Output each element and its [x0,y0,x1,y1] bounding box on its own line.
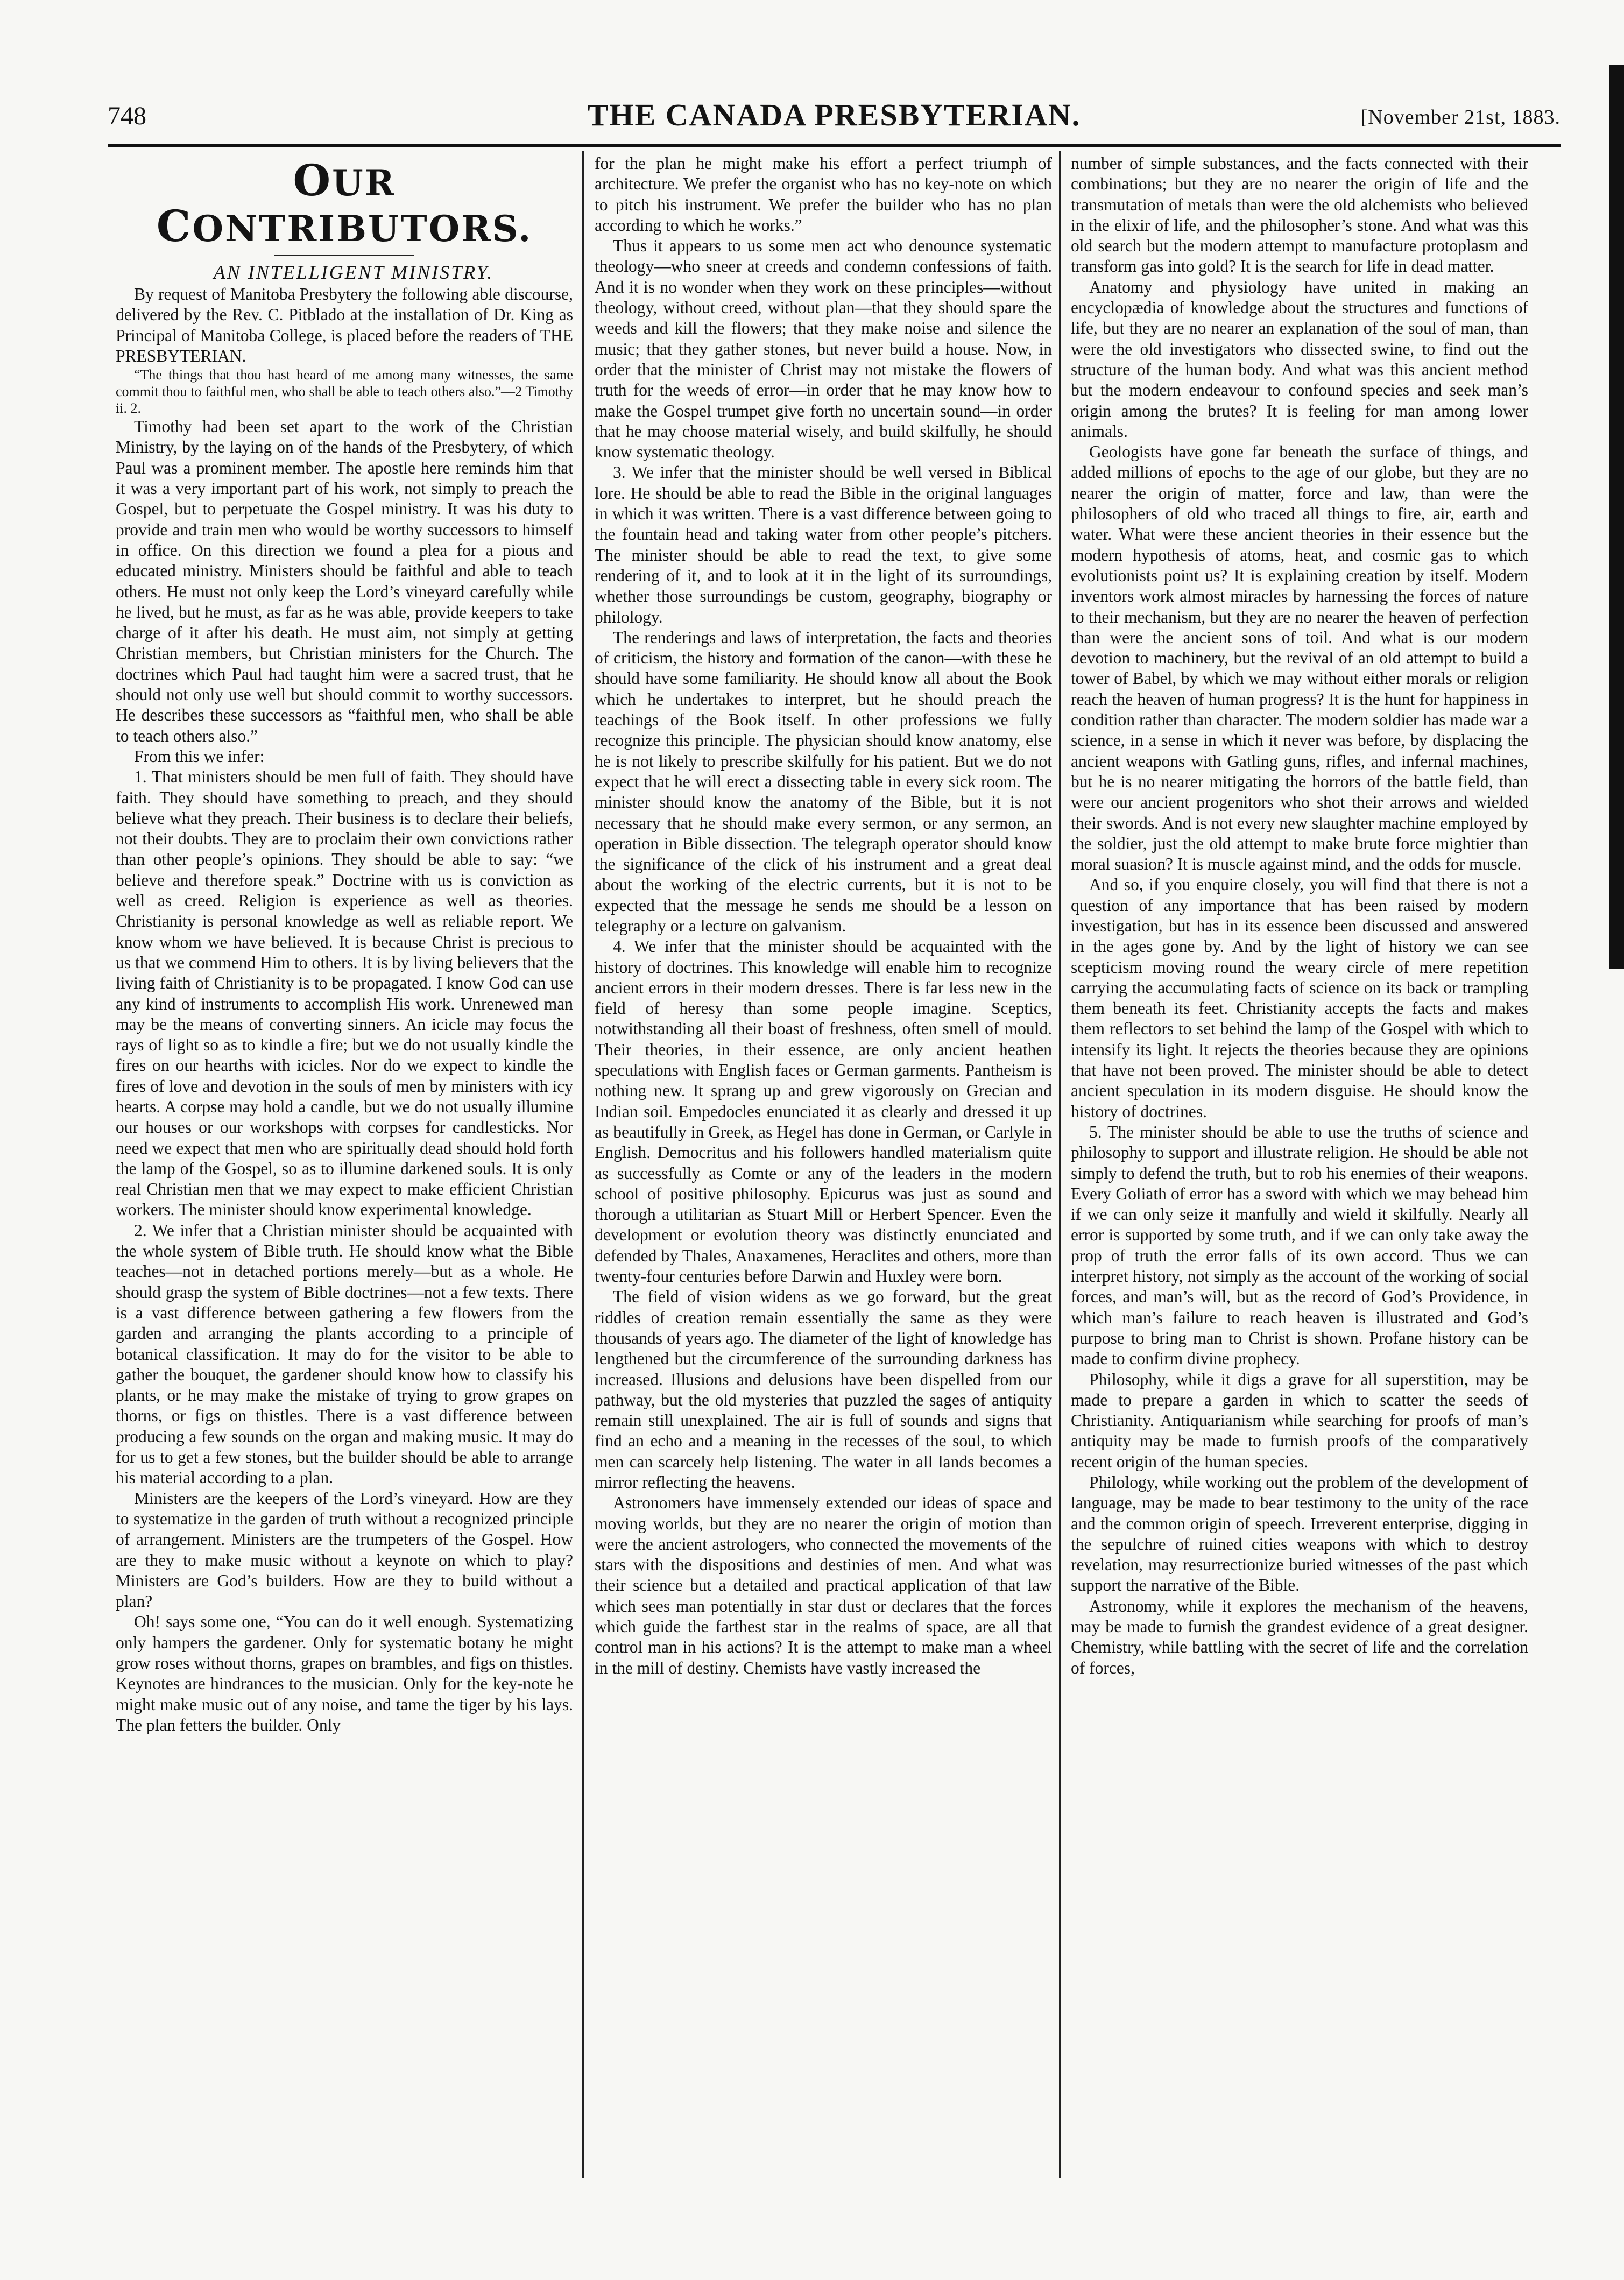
heading-rule [274,255,414,256]
paragraph: Astronomers have immensely extended our ideas of space and moving worlds, but they are no nearer the origin of motion than were the ancient astrologers, who connected the movements of the stars with the dispositions and destinies of men. And what was their science but a detailed and practical application of that law which sees man potentially in star dust or declares that the forces which guide the farthest star in the realms of space, are all that control man in his actions? It is the attempt to make man a wheel in the mill of destiny. Chemists have vastly increased the [595,1493,1052,1677]
article-title: AN INTELLIGENT MINISTRY. [213,262,494,283]
scan-edge-bar [1609,65,1624,969]
page-number: 748 [108,102,146,130]
paragraph: Oh! says some one, “You can do it well enough. Systematizing only hampers the gardener. Only for systematic botany he might grow roses without thorns, grapes on brambles, and figs on thistles. Keynotes are hindrances to the musician. Only for the key-note he might make music out of any noise, and tame the tiger by his lays. The plan fetters the builder. Only [116,1612,573,1734]
paragraph: Philology, while working out the problem of the development of language, may be made to bear testimony to the unity of the race and the common origin of speech. Irreverent enterprise, digging in the sepulchre of ruined cities weapons with which to destroy revelation, may resurrectionize buried witnesses of the past which support the narrative of the Bible. [1071,1473,1528,1595]
issue-date: [November 21st, 1883. [1360,106,1561,129]
paragraph: Anatomy and physiology have united in making an encyclopædia of knowledge about the structures and functions of life, but they are no nearer an explanation of the soul of man, than were the old investigators who dissected swine, to find out the structure of the human body. And what was this ancient method but the modern endeavour to confound species and seek man’s origin among the brutes? It is feeling for man among lower animals. [1071,277,1528,441]
paragraph: 1. That ministers should be men full of faith. They should have faith. They should have something to preach, and they should believe what they preach. Their business is to declare their beliefs, not their doubts. They are to proclaim their own convictions rather than other people’s opinions. They should be able to say: “we believe and therefore speak.” Doctrine with us is conviction as well as creed. Religion is experience as well as theories. Christianity is personal knowledge as well as reliable report. We know whom we have believed. It is because Christ is precious to us that we commend Him to others. It is by living believers that the living faith of Christianity is to be propagated. I know God can use any kind of instruments to accomplish His work. Unrenewed man may be the means of converting sinners. An icicle may focus the rays of light so as to kindle a fire; but we do not usually kindle the fires on our hearths with icicles. Nor do we expect to kindle the fires of love and devotion in the souls of men by ministers with icy hearts. A corpse may hold a candle, but we do not usually illumine our houses or our workshops with corpses for candlesticks. Nor need we expect that men who are spiritually dead should hold forth the lamp of the Gospel, so as to illumine darkened souls. It is only real Christian men that we may expect to make efficient Christian workers. The minister should know experimental knowledge. [116,767,573,1219]
paragraph: Timothy had been set apart to the work of the Christian Ministry, by the laying on of the hands of the Presbytery, of which Paul was a prominent member. The apostle here reminds him that it was a very important part of his work, not simply to preach the Gospel, but to perpetuate the Gospel ministry. It was his duty to provide and train men who would be worthy successors to himself in office. On this direction we found a plea for a pious and educated ministry. Ministers should be faithful and able to teach others. He must not only keep the Lord’s vineyard carefully while he lived, but he must, as far as he was able, provide keepers to take charge of it after his death. He must aim, not simply at getting Christian members, but Christian ministers for the Church. The doctrines which Paul had taught him were a sacred trust, that he should not only use well but should commit to worthy successors. He describes these successors as “faithful men, who shall be able to teach others also.” [116,417,573,745]
paragraph: The field of vision widens as we go forward, but the great riddles of creation remain essentially the same as they were thousands of years ago. The diameter of the light of knowledge has lengthened but the circumference of the surrounding darkness has increased. Illusions and delusions have been dispelled from our pathway, but the old mysteries that puzzled the sages of antiquity remain still unexplained. The air is full of sounds and signs that find an echo and a meaning in the recesses of the soul, to which men can scarcely help listening. The water in all lands becomes a mirror reflecting the heavens. [595,1287,1052,1492]
paragraph: Geologists have gone far beneath the surface of things, and added millions of epochs to the age of our globe, but they are no nearer the origin of matter, force and law, than were the philosophers of old who traced all things to fire, air, earth and water. What were these ancient theories in their essence but the modern hypothesis of atoms, heat, and cosmic gas to which evolutionists point us? It is explaining creation by itself. Modern inventors work almost miracles by harnessing the forces of nature to their mechanism, but they are no nearer the heaven of perfection than were the ancient sons of toil. And what is our modern devotion to machinery, but the revival of an old attempt to build a tower of Babel, by which we may without either morals or religion reach the heaven of human progress? It is the hunt for happiness in condition rather than character. The modern soldier has made war a science, in a sense in which it never was before, by displacing the ancient weapons with Gatling guns, rifles, and infernal machines, but he is no nearer mitigating the horrors of the battle field, than were our ancient progenitors who shot their arrows and wielded their swords. And is not every new slaughter machine employed by the soldier, just the old attempt to make brute force mightier than moral suasion? It is muscle against mind, and the odds for muscle. [1071,442,1528,874]
paragraph: 3. We infer that the minister should be well versed in Biblical lore. He should be able to read the Bible in the original languages in which it was written. There is a vast difference between going to the fountain head and taking water from other people’s pitchers. The minister should be able to read the text, to give some rendering of it, and to look at it in the light of its surroundings, whether those surroundings be custom, geography, biography or philology. [595,463,1052,626]
paragraph: And so, if you enquire closely, you will find that there is not a question of any importance that has been raised by modern investigation, but has in its essence been discussed and answered in the ages gone by. And by the light of history we can see scepticism moving round the weary circle of mere repetition carrying the accumulating facts of science on its back or trampling them beneath its feet. Christianity accepts the facts and makes them reflectors to set behind the lamp of the Gospel with which to intensify its light. It rejects the theories because they are opinions that have not been proved. The minister should be able to detect ancient speculation in its modern disguise. He should know the history of doctrines. [1071,875,1528,1121]
paragraph: number of simple substances, and the facts connected with their combinations; but they are no nearer the origin of life and the transmutation of metals than were the old alchemists who believed in the elixir of life, and the philosopher’s stone. And what was this old search but the modern attempt to manufacture protoplasm and transform gas into gold? It is the search for life in dead matter. [1071,154,1528,276]
paragraph: 2. We infer that a Christian minister should be acquainted with the whole system of Bible truth. He should know what the Bible teaches—not in detached portions merely—but as a whole. He should grasp the system of Bible doctrines—not a few texts. There is a vast difference between gathering a few flowers from the garden and arranging the plants according to a principle of botanical classification. It may do for the visitor to be able to gather the bouquet, the gardener should know how to classify his plants, or he may make the mistake of trying to grow grapes on thorns, or figs on thistles. There is a vast difference between producing a few sounds on the organ and making music. It may do for us to get a few stones, but the builder should be able to arrange his material according to a plan. [116,1220,573,1487]
paragraph: From this we infer: [134,746,265,766]
column-3 [1071,153,1528,2182]
paragraph: 5. The minister should be able to use the truths of science and philosophy to support and illustrate religion. He should be able not simply to defend the truth, but to rob his enemies of their weapons. Every Goliath of error has a sword with which we may behead him if we can only seize it manfully and wield it skilfully. Nearly all error is supported by some truth, and if we can only take away the prop of truth the error falls of its own accord. Thus we can interpret history, not simply as the account of the working of social forces, and man’s will, but as the record of God’s Providence, in which man’s failure to reach heaven is illustrated and God’s purpose to bring man to Christ is shown. Profane history can be made to confirm divine prophecy. [1071,1122,1528,1368]
page-header [108,97,1561,140]
publication-title: THE CANADA PRESBYTERIAN. [587,97,1081,132]
paragraph: Ministers are the keepers of the Lord’s vineyard. How are they to systematize in the garden of truth without a recognized principle of arrangement. Ministers are the trumpeters of the Gospel. How are they to make music without a keynote on which to play? Ministers are God’s builders. How are they to build without a plan? [116,1488,573,1611]
paragraph: Philosophy, while it digs a grave for all superstition, may be made to prepare a garden in which to scatter the seeds of Christianity. Antiquarianism while searching for proofs of man’s antiquity may be made to furnish proofs of the comparatively recent origin of the human species. [1071,1370,1528,1471]
paragraph: Thus it appears to us some men act who denounce systematic theology—who sneer at creeds and condemn confessions of faith. And it is no wonder when they work on these principles—without theology, without creed, without plan—that they should spare the weeds and kill the flowers; that they make noise and silence the music; that they gather stones, but never build a house. Now, in order that the minister of Christ may not mistake the flowers of truth for the weeds of error—in order that he may know how to make the Gospel trumpet give forth no uncertain sound—in order that he may choose material wisely, and build skilfully, he should know systematic theology. [595,236,1052,462]
paragraph: The renderings and laws of interpretation, the facts and theories of criticism, the history and formation of the canon—with these he should have some familiarity. He should know all about the Book which he undertakes to interpret, but he should preach the teachings of the Book itself. In other professions we fully recognize this principle. The physician should know anatomy, else he is not likely to prescribe skilfully for his patient. But we do not expect that he will erect a dissecting table in every sick room. The minister should know the anatomy of the Bible, but it is not necessary that he should make every sermon, or any sermon, an operation in Bible dissection. The telegraph operator should know the significance of the click of his instrument and a great deal about the working of the electric currents, but it is not to be expected that the message he sends me should be a lesson on telegraphy or a lecture on galvanism. [595,627,1052,935]
paragraph: for the plan he might make his effort a perfect triumph of architecture. We prefer the organist who has no key-note on which to pitch his instrument. We prefer the builder who has no plan according to which he works.” [595,154,1052,235]
paragraph: Astronomy, while it explores the mechanism of the heavens, may be made to furnish the grandest evidence of a great designer. Chemistry, while battling with the secret of life and the correlation of forces, [1071,1596,1528,1677]
column-2 [595,153,1052,2182]
epigraph: “The things that thou hast heard of me among many witnesses, the same commit thou to faithful men, who shall be able to teach others also.”—2 Timothy ii. 2. [116,367,573,417]
column-1 [116,153,573,2182]
paragraph: 4. We infer that the minister should be acquainted with the history of doctrines. This knowledge will enable him to recognize ancient errors in their modern dresses. There is far less new in the field of heresy than some people imagine. Sceptics, notwithstanding all their boast of freshness, often smell of mould. Their theories, in their essence, are only ancient heathen speculations with English faces or German garments. Pantheism is nothing new. It sprang up and grew vigorously on Grecian and Indian soil. Empedocles enunciated it as clearly and dressed it up as beautifully in Greek, as Hegel has done in German, or Carlyle in English. Democritus and his followers handled materialism quite as successfully as Comte or any of the leaders in the modern school of positive philosophy. Epicurus was just as sound and thorough a utilitarian as Stuart Mill or Herbert Spencer. Even the development or evolution theory was distinctly enunciated and defended by Thales, Anaxamenes, Heraclites and others, more than twenty-four centuries before Darwin and Huxley were born. [595,937,1052,1286]
header-rule [108,144,1561,147]
article-intro: By request of Manitoba Presbytery the following able discourse, delivered by the Rev. C. Pitblado at the installation of Dr. King as Principal of Manitoba College, is placed before the readers of THE PRESBYTERIAN. [116,285,573,365]
column-divider [582,151,584,2178]
column-divider [1059,151,1061,2178]
section-heading: OUR CONTRIBUTORS. [156,155,533,251]
